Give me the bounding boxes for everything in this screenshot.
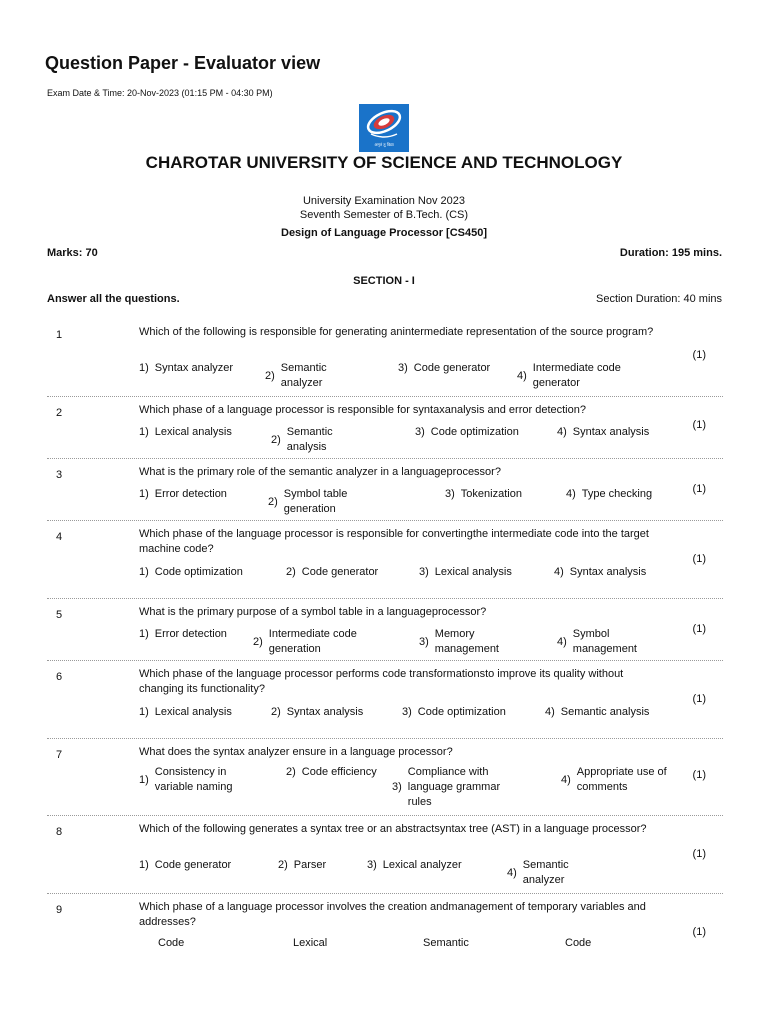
option-text: Lexical <box>293 937 328 949</box>
option-number: 1) <box>139 628 149 640</box>
question-item <box>47 816 723 894</box>
option-number: 2) <box>271 706 281 718</box>
question-item <box>47 599 723 661</box>
option-number: 2) <box>253 635 263 648</box>
option-text: Intermediate code generation <box>268 628 357 655</box>
option-number: 3) <box>445 488 455 500</box>
logo-caption: अमृतं तु विद्या <box>374 142 394 147</box>
question-text: Which phase of the language processor performs code transformationsto improve its quality without changing its functionality? <box>139 668 624 695</box>
answer-option <box>265 361 361 391</box>
option-text: Tokenization <box>460 488 522 500</box>
question-marks: (1) <box>692 693 706 705</box>
section-title: SECTION - I <box>353 275 415 287</box>
option-text: Code optimization <box>430 426 519 438</box>
option-number: 2) <box>286 766 296 778</box>
question-text: What is the primary role of the semantic analyzer in a languageprocessor? <box>139 466 501 478</box>
answer-option <box>419 627 525 657</box>
answer-option <box>566 487 672 502</box>
option-text: Lexical analysis <box>154 706 232 718</box>
question-number: 9 <box>56 904 63 916</box>
answer-option <box>139 627 245 642</box>
answer-option <box>139 425 245 440</box>
question-item <box>47 521 723 599</box>
option-text: Code generator <box>154 859 232 871</box>
answer-option <box>546 936 655 951</box>
option-number: 2) <box>278 859 288 871</box>
option-number: 1) <box>139 706 149 718</box>
option-number: 3) <box>402 706 412 718</box>
option-text: Symbol table generation <box>283 488 348 515</box>
university-logo <box>359 104 409 152</box>
option-number: 4) <box>561 773 571 786</box>
answer-option <box>286 765 382 780</box>
option-text: Compliance with language grammar rules <box>407 766 501 808</box>
exam-date-time: Exam Date & Time: 20-Nov-2023 (01:15 PM - 04:30 PM) <box>47 88 273 98</box>
question-text: What does the syntax analyzer ensure in a language processor? <box>139 746 453 758</box>
question-marks: (1) <box>692 483 706 495</box>
question-text: Which phase of the language processor is responsible for convertingthe intermediate code into the target machine code? <box>139 528 649 555</box>
section-instruction: Answer all the questions. <box>47 293 180 305</box>
option-number: 4) <box>545 706 555 718</box>
total-marks: Marks: 70 <box>47 247 98 259</box>
option-text: Syntax analyzer <box>154 362 234 374</box>
option-text: Semantic analyzer <box>522 859 569 886</box>
answer-option <box>517 361 643 391</box>
answer-option <box>507 858 613 888</box>
option-number: 3) <box>419 566 429 578</box>
answer-option <box>139 705 245 720</box>
option-text: Syntax analysis <box>286 706 364 718</box>
question-number: 7 <box>56 749 63 761</box>
answer-option <box>139 936 248 951</box>
question-marks: (1) <box>692 769 706 781</box>
option-number: 1) <box>139 859 149 871</box>
answer-option <box>139 361 245 376</box>
question-marks: (1) <box>692 349 706 361</box>
option-number: 1) <box>139 488 149 500</box>
option-number: 4) <box>517 369 527 382</box>
option-number: 4) <box>507 866 517 879</box>
option-number: 3) <box>415 426 425 438</box>
answer-option <box>415 425 521 440</box>
option-text: Appropriate use of comments <box>576 766 667 793</box>
option-number: 2) <box>268 495 278 508</box>
option-text: Error detection <box>154 488 227 500</box>
option-text: Semantic analyzer <box>280 362 327 389</box>
question-item <box>47 661 723 739</box>
option-text: Semantic analysis <box>560 706 650 718</box>
option-number: 1) <box>139 426 149 438</box>
option-text: Type checking <box>581 488 653 500</box>
question-number: 5 <box>56 609 63 621</box>
option-text: Code generator <box>301 566 379 578</box>
question-text: Which phase of a language processor involves the creation andmanagement of temporary variables and addresses? <box>139 901 646 928</box>
option-number: 3) <box>398 362 408 374</box>
answer-option <box>139 487 245 502</box>
option-text: Semantic <box>423 937 469 949</box>
option-number: 2) <box>265 369 275 382</box>
option-text: Memory management <box>434 628 499 655</box>
option-text: Lexical analysis <box>154 426 232 438</box>
answer-option <box>561 765 667 795</box>
option-number: 3) <box>367 859 377 871</box>
question-number: 3 <box>56 469 63 481</box>
answer-option <box>419 565 525 580</box>
option-number: 2) <box>286 566 296 578</box>
option-text: Lexical analysis <box>434 566 512 578</box>
option-number: 1) <box>139 362 149 374</box>
university-name: CHAROTAR UNIVERSITY OF SCIENCE AND TECHNOLOGY <box>145 153 623 172</box>
answer-option <box>253 627 379 657</box>
question-item <box>47 317 723 397</box>
question-number: 6 <box>56 671 63 683</box>
option-text: Symbol management <box>572 628 637 655</box>
option-text: Code optimization <box>154 566 243 578</box>
question-marks: (1) <box>692 553 706 565</box>
question-item <box>47 894 723 1024</box>
answer-option <box>404 936 513 951</box>
option-number: 4) <box>557 635 567 648</box>
answer-option <box>398 361 504 376</box>
answer-option <box>367 858 473 873</box>
answer-option <box>274 936 383 951</box>
exam-name: University Examination Nov 2023 <box>302 195 466 207</box>
option-text: Consistency in variable naming <box>154 766 233 793</box>
question-item <box>47 459 723 521</box>
answer-option <box>286 565 392 580</box>
answer-option <box>392 765 518 810</box>
answer-option <box>268 487 374 517</box>
question-text: What is the primary purpose of a symbol table in a languageprocessor? <box>139 606 487 618</box>
question-item <box>47 739 723 816</box>
question-marks: (1) <box>692 926 706 938</box>
option-number: 1) <box>139 566 149 578</box>
option-number: 1) <box>139 773 149 786</box>
question-text: Which of the following is responsible for generating anintermediate representation of the source program? <box>139 326 654 338</box>
question-text: Which phase of a language processor is responsible for syntaxanalysis and error detection? <box>139 404 586 416</box>
option-text: Code <box>158 937 185 949</box>
answer-option <box>139 765 250 795</box>
semester: Seventh Semester of B.Tech. (CS) <box>299 209 469 221</box>
question-number: 2 <box>56 407 63 419</box>
answer-option <box>139 565 245 580</box>
course-name: Design of Language Processor [CS450] <box>281 227 487 239</box>
answer-option <box>445 487 561 502</box>
exam-duration: Duration: 195 mins. <box>619 247 722 259</box>
question-number: 4 <box>56 531 63 543</box>
question-text: Which of the following generates a syntax tree or an abstractsyntax tree (AST) in a language processor? <box>139 823 647 835</box>
question-number: 8 <box>56 826 63 838</box>
question-marks: (1) <box>692 419 706 431</box>
page-title: Question Paper - Evaluator view <box>45 53 321 73</box>
option-number: 3) <box>419 635 429 648</box>
answer-option <box>557 425 663 440</box>
answer-option <box>271 425 367 455</box>
section-duration: Section Duration: 40 mins <box>596 293 722 305</box>
question-number: 1 <box>56 329 63 341</box>
answer-option <box>545 705 651 720</box>
option-text: Lexical analyzer <box>382 859 462 871</box>
option-text: Parser <box>293 859 327 871</box>
option-number: 2) <box>271 433 281 446</box>
option-number: 3) <box>392 781 402 793</box>
option-text: Syntax analysis <box>572 426 650 438</box>
answer-option <box>278 858 374 873</box>
option-text: Code optimization <box>417 706 506 718</box>
option-number: 4) <box>566 488 576 500</box>
question-item <box>47 397 723 459</box>
option-number: 4) <box>557 426 567 438</box>
answer-option <box>554 565 660 580</box>
answer-option <box>271 705 377 720</box>
option-text: Intermediate code generator <box>532 362 621 389</box>
question-marks: (1) <box>692 623 706 635</box>
answer-option <box>402 705 518 720</box>
option-text: Code generator <box>413 362 491 374</box>
option-text: Code <box>565 937 592 949</box>
answer-option <box>557 627 663 657</box>
option-text: Error detection <box>154 628 227 640</box>
option-text: Syntax analysis <box>569 566 647 578</box>
question-marks: (1) <box>692 848 706 860</box>
answer-option <box>139 858 245 873</box>
option-text: Code efficiency <box>301 766 377 778</box>
option-text: Semantic analysis <box>286 426 333 453</box>
option-number: 4) <box>554 566 564 578</box>
